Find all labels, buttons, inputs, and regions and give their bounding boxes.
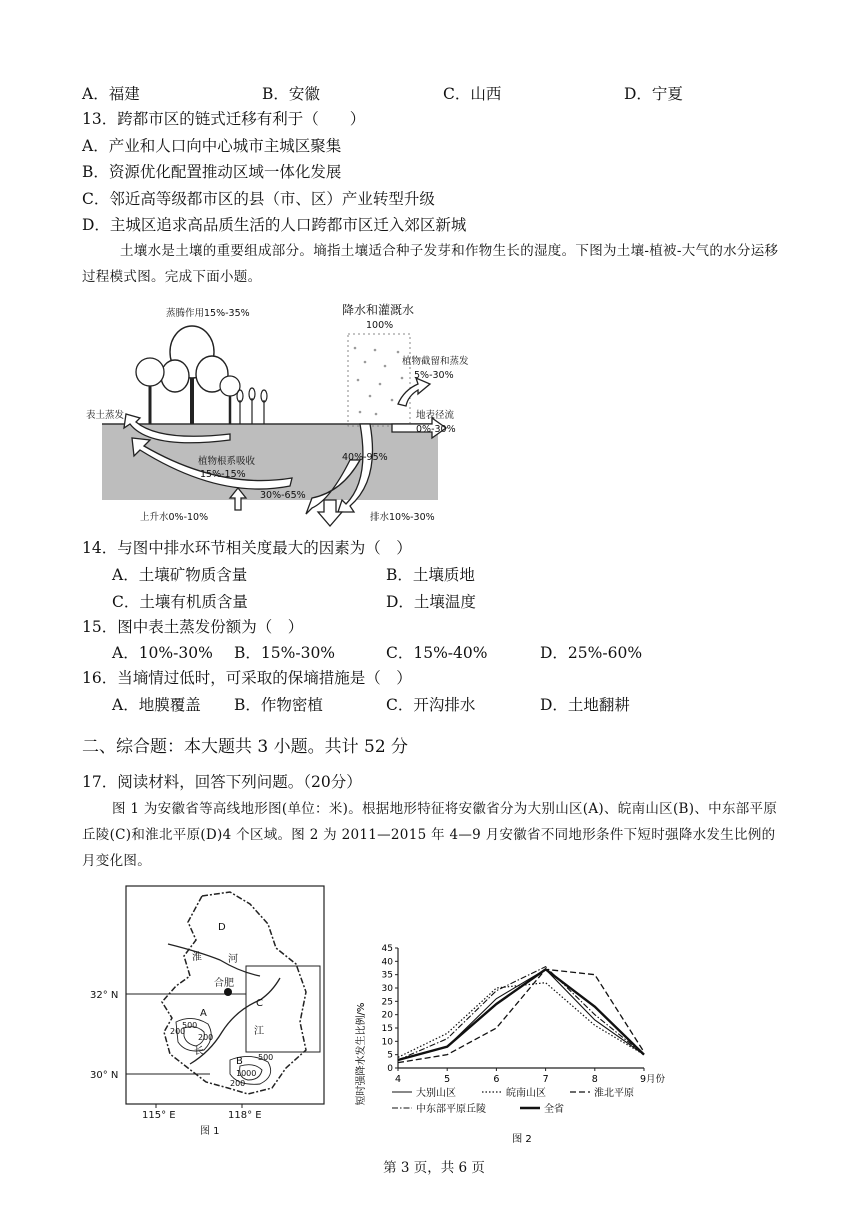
- q13-option-c: C．邻近高等级都市区的县（市、区）产业转型升级: [82, 190, 435, 208]
- series-line-4: [398, 969, 644, 1060]
- region-label-b: B: [236, 1056, 243, 1067]
- y-tick-label: 10: [381, 1037, 393, 1048]
- region-label-c: C: [256, 998, 263, 1009]
- page-footer: 第 3 页，共 6 页: [383, 1160, 485, 1176]
- q15-option-b: B．15%-30%: [234, 644, 336, 662]
- label-infiltration: 40%-95%: [342, 452, 388, 463]
- river-label-jiang: 江: [254, 1026, 264, 1037]
- q13-option-b: B．资源优化配置推动区域一体化发展: [82, 163, 342, 181]
- q17-stem: 17．阅读材料，回答下列问题。（20分）: [82, 773, 362, 791]
- q15-option-c: C．15%-40%: [386, 644, 488, 662]
- anhui-map: [90, 882, 330, 1140]
- q16-stem: 16．当墒情过低时，可采取的保墒措施是（ ）: [82, 669, 412, 687]
- map-frame: [126, 886, 324, 1104]
- q14-stem: 14．与图中排水环节相关度最大的因素为（ ）: [82, 539, 412, 557]
- q13-stem: 13．跨都市区的链式迁移有利于（ ）: [82, 110, 366, 128]
- q15-option-a: A．10%-30%: [112, 644, 213, 662]
- chart-legend: [392, 1086, 634, 1115]
- y-tick-label: 30: [381, 984, 393, 994]
- precip-ratio-chart: [352, 936, 682, 1148]
- map-caption: 图 1: [200, 1126, 220, 1137]
- y-tick-label: 25: [381, 997, 393, 1008]
- x-tick-label: 7: [542, 1074, 549, 1085]
- y-tick-label: 35: [381, 970, 393, 981]
- q14-option-d: D．土壤温度: [386, 593, 476, 611]
- lat-label-32: 32° N: [90, 990, 119, 1001]
- lon-label-115: 115° E: [142, 1110, 176, 1121]
- region-label-a: A: [200, 1008, 207, 1019]
- q16-option-a: A．地膜覆盖: [112, 696, 201, 714]
- chart-ylabel: 短时强降水发生比例/%: [356, 1002, 367, 1106]
- q13-option-d: D．主城区追求高品质生活的人口跨都市区迁入郊区新城: [82, 216, 467, 234]
- q14-option-a: A．土壤矿物质含量: [112, 566, 248, 584]
- x-tick-label: 9月份: [640, 1074, 666, 1085]
- city-label-hefei: 合肥: [214, 978, 234, 989]
- contour-label-2: 500: [182, 1021, 198, 1030]
- contour-label-3: 200: [198, 1033, 214, 1042]
- y-tick-label: 0: [387, 1064, 393, 1074]
- q15-option-d: D．25%-60%: [540, 644, 643, 662]
- x-tick-label: 6: [493, 1074, 500, 1085]
- label-transpiration: 蒸腾作用15%-35%: [166, 308, 250, 319]
- contour-label-5: 200: [230, 1079, 246, 1088]
- river-label-chang: 长: [194, 1046, 204, 1057]
- tree-icons: [136, 326, 240, 424]
- q16-option-d: D．土地翻耕: [540, 696, 630, 714]
- chart-axes: [382, 944, 666, 1085]
- x-tick-label: 8: [591, 1074, 598, 1085]
- label-intercept: 植物截留和蒸发: [402, 356, 469, 367]
- q15-stem: 15．图中表土蒸发份额为（ ）: [82, 618, 304, 636]
- x-tick-label: 4: [394, 1074, 402, 1085]
- legend-label-3: 中东部平原丘陵: [416, 1104, 486, 1115]
- y-tick-label: 5: [387, 1050, 393, 1061]
- label-root-uptake: 植物根系吸收: [198, 456, 256, 467]
- region-label-d: D: [218, 922, 226, 933]
- legend-label-1: 皖南山区: [506, 1088, 546, 1099]
- river-label-he: 河: [228, 954, 238, 965]
- rain-pattern: [348, 334, 410, 426]
- q12-option-d: D．宁夏: [624, 85, 683, 103]
- label-drainage: 排水10%-30%: [370, 512, 435, 523]
- label-runoff-pct: 0%-30%: [416, 424, 456, 435]
- label-intercept-pct: 5%-30%: [414, 370, 454, 381]
- section-2-heading: 二、综合题：本大题共 3 小题。共计 52 分: [82, 737, 409, 757]
- chart-series-lines: [398, 967, 644, 1063]
- lat-label-30: 30° N: [90, 1070, 119, 1081]
- river-label-huai: 淮: [192, 952, 202, 963]
- legend-label-2: 淮北平原: [594, 1088, 634, 1099]
- y-tick-label: 15: [381, 1024, 393, 1034]
- q12-option-a: A．福建: [82, 85, 140, 103]
- lon-label-118: 118° E: [228, 1110, 262, 1121]
- hefei-marker: [224, 988, 232, 996]
- q12-option-b: B．安徽: [262, 85, 320, 103]
- series-line-3: [398, 967, 644, 1060]
- label-surface-evap: 表土蒸发: [86, 410, 125, 421]
- y-tick-label: 20: [381, 1010, 393, 1021]
- label-runoff: 地表径流: [416, 410, 455, 421]
- chart-caption: 图 2: [512, 1134, 532, 1145]
- y-tick-label: 45: [381, 944, 393, 954]
- x-tick-label: 5: [444, 1074, 451, 1085]
- contour-label-6: 500: [258, 1053, 274, 1062]
- legend-label-4: 全省: [544, 1104, 564, 1115]
- label-precip-pct: 100%: [366, 320, 394, 331]
- contour-label-4: 1000: [236, 1069, 257, 1078]
- label-precip: 降水和灌溉水: [342, 303, 415, 317]
- label-root-pct: 15%-15%: [200, 469, 246, 480]
- label-middle: 30%-65%: [260, 490, 306, 501]
- legend-label-0: 大别山区: [416, 1088, 456, 1099]
- q14-option-c: C．土壤有机质含量: [112, 593, 248, 611]
- crop-icons: [237, 388, 267, 424]
- y-tick-label: 40: [381, 957, 393, 968]
- label-capillary: 上升水0%-10%: [140, 512, 209, 523]
- soil-intro-paragraph: 土壤水是土壤的重要组成部分。墒指土壤适合种子发芽和作物生长的湿度。下图为土壤-植被-大气的水分运移过程模式图。完成下面小题。: [82, 243, 779, 285]
- q13-option-a: A．产业和人口向中心城市主城区聚集: [82, 137, 342, 155]
- q14-option-b: B．土壤质地: [386, 566, 475, 584]
- contour-label-1: 200: [170, 1027, 186, 1036]
- q12-option-c: C．山西: [443, 85, 502, 103]
- q16-option-b: B．作物密植: [234, 696, 323, 714]
- q17-material: 图 1 为安徽省等高线地形图(单位：米)。根据地形特征将安徽省分为大别山区(A)、皖南山区(B)、中东部平原丘陵(C)和淮北平原(D)4 个区域。图 2 为 2011—2015 年 4—9 月安徽省不同地形条件下短时强降水发生比例的月变化图。: [82, 801, 778, 869]
- soil-water-diagram: [80, 300, 469, 532]
- q16-option-c: C．开沟排水: [386, 696, 476, 714]
- series-line-2: [398, 969, 644, 1062]
- series-line-0: [398, 969, 644, 1060]
